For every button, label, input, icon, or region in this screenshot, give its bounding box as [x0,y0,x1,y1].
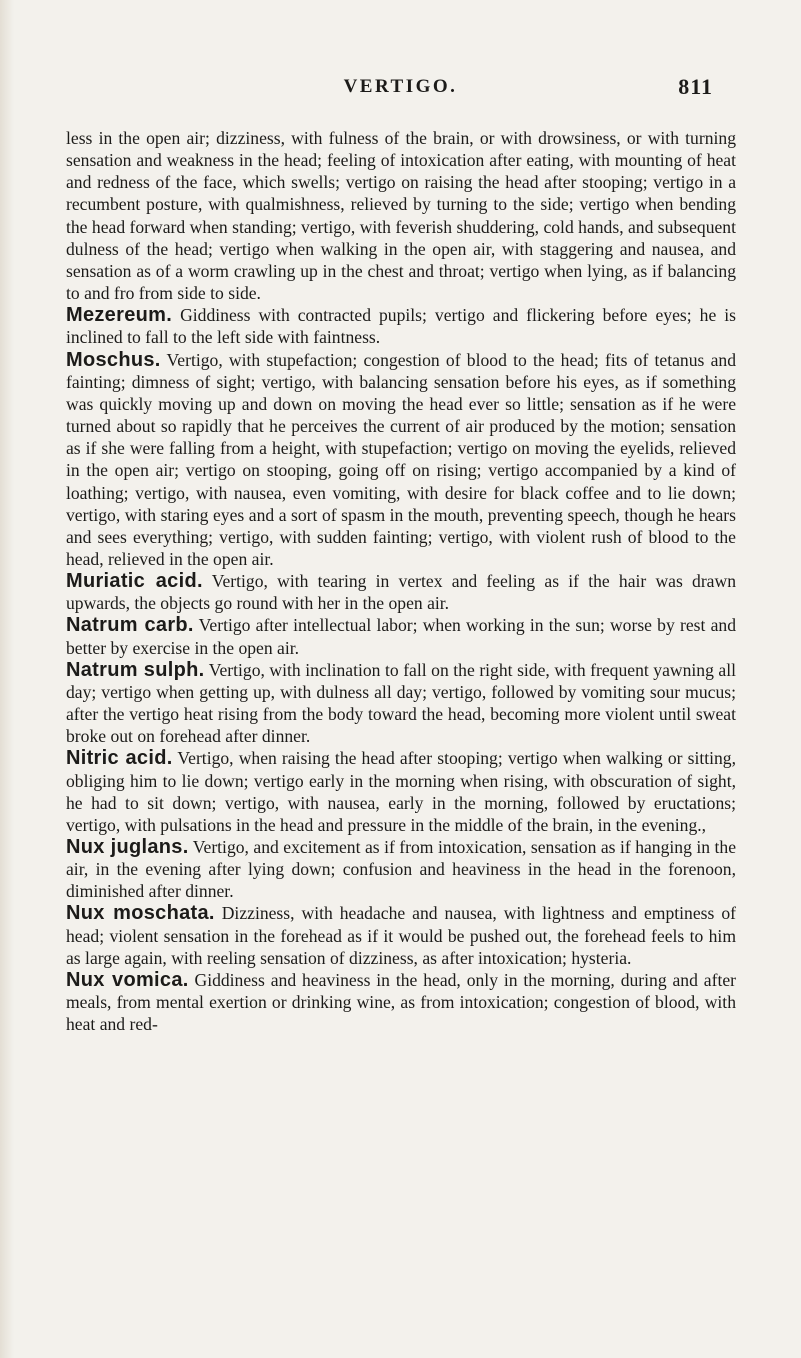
remedy-text: Vertigo, and excitement as if from intoxication, sensation as if hanging in the air, in the evening after lying down; confusion and heaviness in the head in the forenoon, diminished after dinner. [66,837,736,902]
remedy-entry-nux-moschata [66,902,736,968]
remedy-text: Giddiness with contracted pupils; vertigo and flickering before eyes; he is inclined to fall to the left side with faintness. [66,305,736,348]
continued-paragraph: less in the open air; dizziness, with fulness of the brain, or with drowsiness, or with turning sensation and weakness in the head; feeling of intoxication after eating, with mounting of heat and redness of the face, which swells; vertigo on raising the head after stooping; vertigo in a recumbent posture, with qualmishness, relieved by turning to the side; vertigo when bending the head forward when standing; vertigo, with feverish shuddering, cold hands, and subsequent dulness of the head; vertigo when walking in the open air, with staggering and nausea, and sensation as of a worm crawling up in the chest and throat; vertigo when lying, as if balancing to and fro from side to side. [66,128,736,304]
running-title: VERTIGO. [343,76,458,97]
remedy-name: Muriatic acid. [66,570,203,593]
remedy-text: Vertigo, with tearing in vertex and feeling as if the hair was drawn upwards, the objects go round with her in the open air. [66,571,736,614]
remedy-entry-moschus [66,349,736,571]
running-head [0,74,801,104]
remedy-text: Vertigo after intellectual labor; when working in the sun; worse by rest and better by exercise in the open air. [66,615,736,658]
remedy-name: Nux vomica. [66,968,189,991]
page-body [66,127,736,1035]
remedy-text: Vertigo, with inclination to fall on the right side, with frequent yawning all day; vertigo when getting up, with dulness all day; vertigo, followed by vomiting sour mucus; after the vertigo heat rising from the body toward the head, becoming more violent until sweat broke out on forehead after dinner. [66,659,736,747]
remedy-name: Nux moschata. [66,902,215,925]
remedy-entry-nitric-acid [66,747,736,836]
remedy-name: Natrum carb. [66,614,194,637]
remedy-name: Moschus. [66,348,161,371]
remedy-text: Dizziness, with headache and nausea, with lightness and emptiness of head; violent sensation in the forehead as if it would be pushed out, the forehead feels to him as large again, with reeling sensation of dizziness, as after intoxication; hysteria. [66,903,736,968]
remedy-name: Mezereum. [66,304,173,327]
remedy-entry-natrum-carb [66,614,736,658]
remedy-entry-nux-juglans [66,836,736,902]
remedy-name: Nitric acid. [66,747,173,770]
remedy-text: Vertigo, when raising the head after stooping; vertigo when walking or sitting, obliging him to lie down; vertigo early in the morning when rising, with obscuration of sight, he had to sit down; vertigo, with nausea, early in the morning, followed by eructations; vertigo, with pulsations in the head and pressure in the middle of the brain, in the evening., [66,748,736,835]
page-number: 811 [678,74,713,99]
remedy-entry-nux-vomica [66,969,736,1035]
remedy-entry-mezereum [66,304,736,348]
remedy-entry-muriatic-acid [66,570,736,614]
remedy-name: Natrum sulph. [66,658,205,681]
binding-edge-shadow [0,0,14,1358]
remedy-entry-natrum-sulph [66,659,736,748]
remedy-text: Vertigo, with stupefaction; congestion of blood to the head; fits of tetanus and fainting; dimness of sight; vertigo, with balancing sensation before his eyes, as if something was quickly moving up and down on moving the head ever so little; sensation as if he were turned about so rapidly that he perceives the current of air produced by the motion; sensation as if she were falling from a height, with stupefaction; vertigo on moving the eyelids, relieved in the open air; vertigo on stooping, going off on rising; vertigo accompanied by a kind of loathing; vertigo, with nausea, even vomiting, with desire for black coffee and to lie down; vertigo, with staring eyes and a sort of spasm in the mouth, preventing speech, though he hears and sees everything; vertigo, with sudden fainting; vertigo, with violent rush of blood to the head, relieved in the open air. [66,349,736,569]
remedy-text: Giddiness and heaviness in the head, only in the morning, during and after meals, from mental exertion or drinking wine, as from intoxication; congestion of blood, with heat and red- [66,969,737,1035]
remedy-name: Nux juglans. [66,836,189,858]
